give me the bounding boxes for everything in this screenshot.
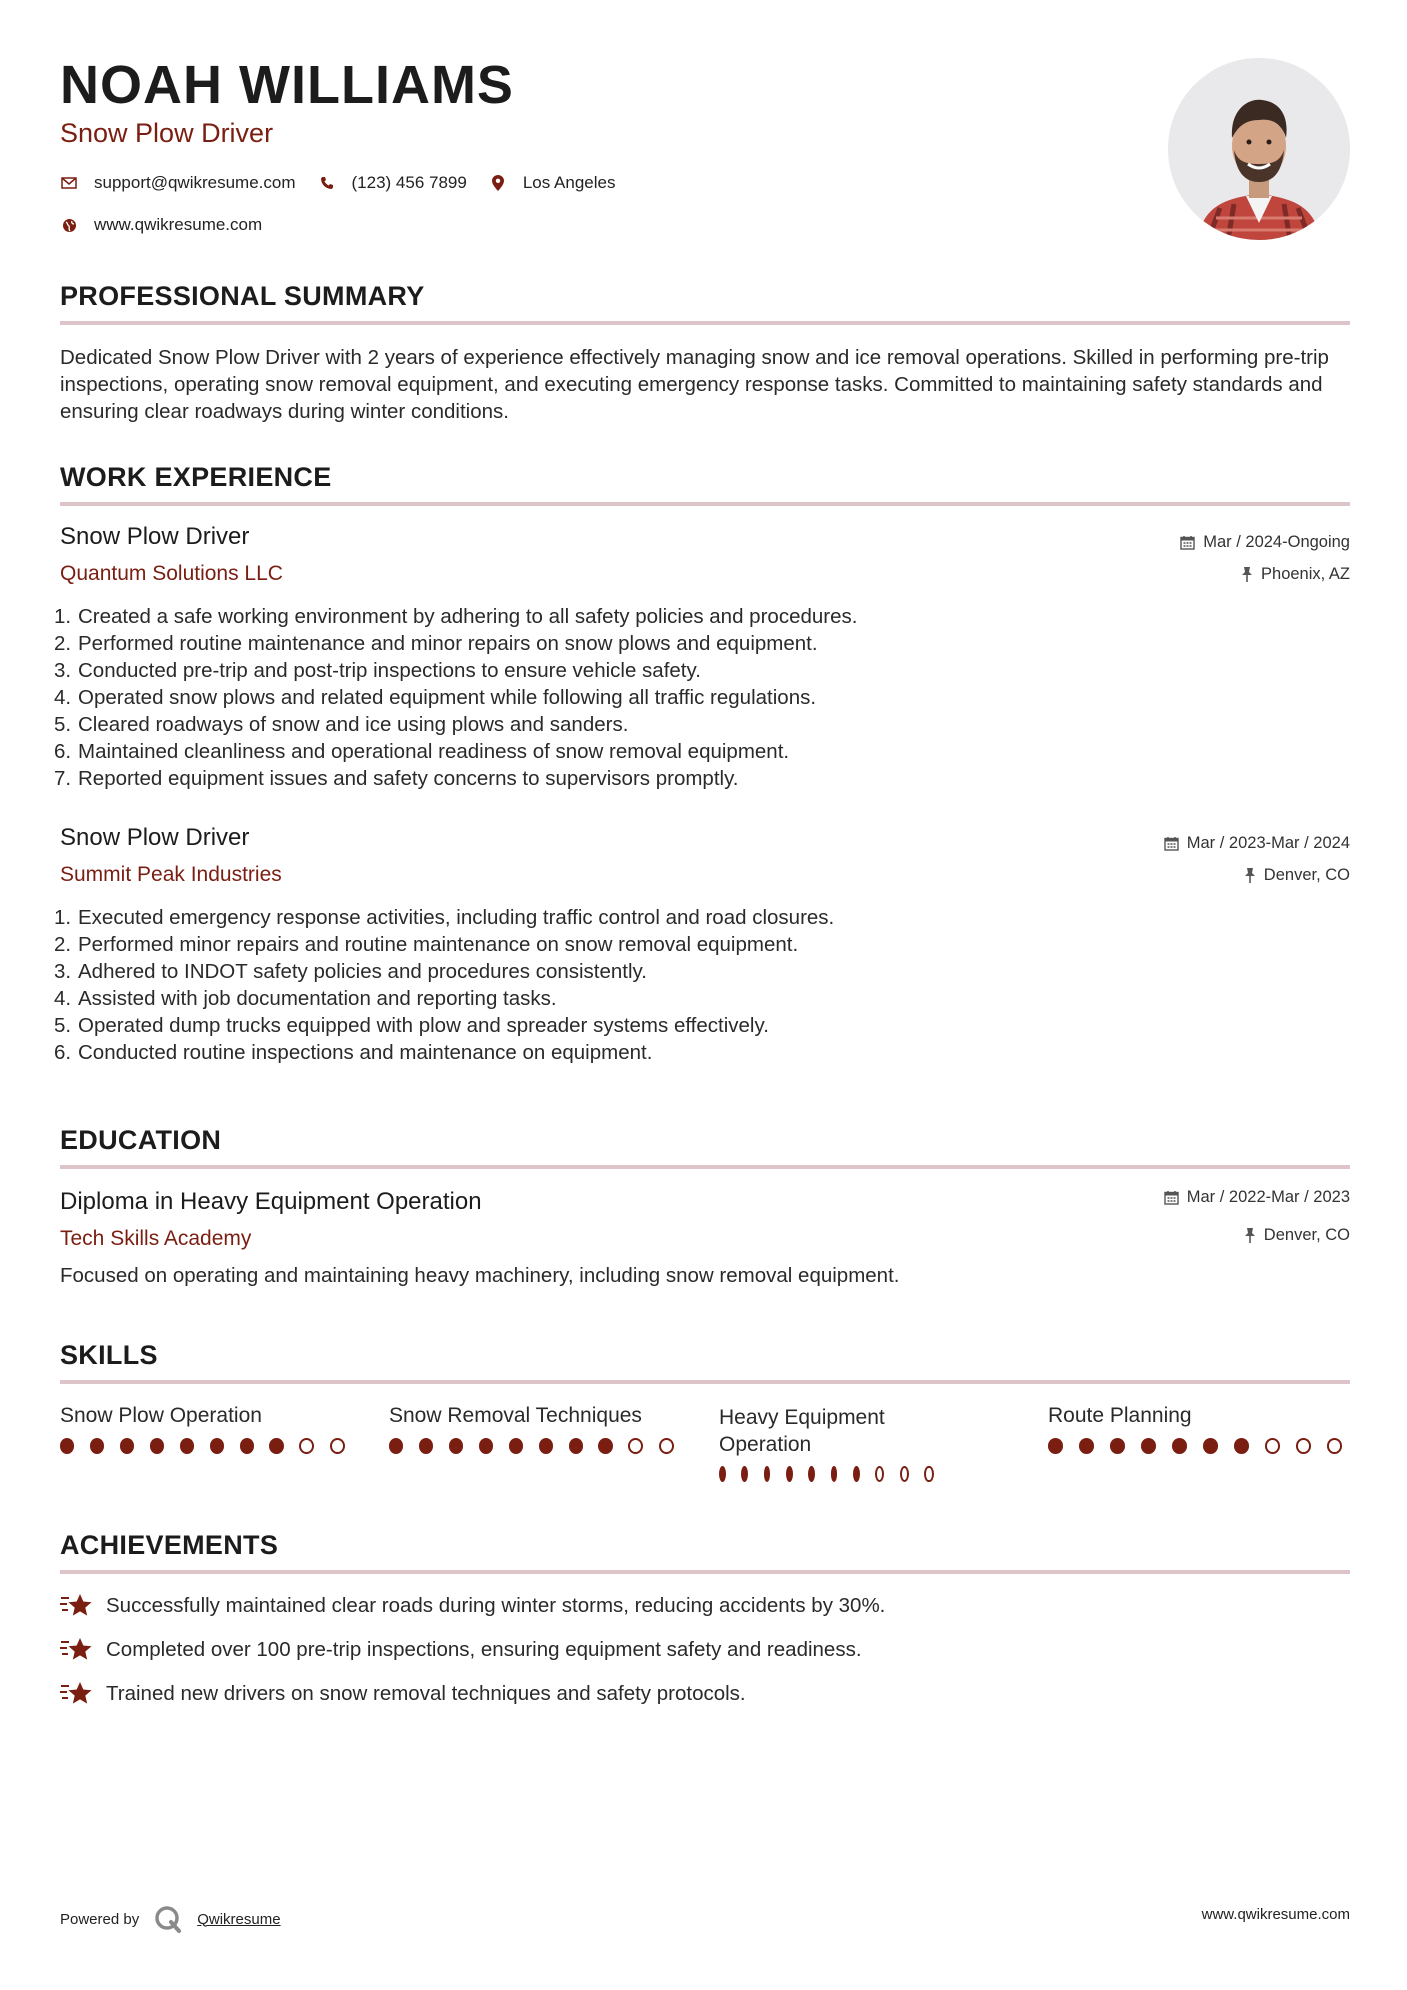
job-2-bullet-text: Assisted with job documentation and reporting tasks. — [78, 987, 557, 1010]
rating-dot-filled — [831, 1466, 838, 1482]
phone-icon — [318, 174, 336, 192]
rating-dot-empty — [299, 1438, 314, 1454]
job-2-bullet — [54, 985, 834, 1012]
skill-4-rating — [1048, 1438, 1358, 1454]
job-1-bullet-text: Created a safe working environment by adhering to all safety policies and procedures. — [78, 605, 858, 628]
skill-2-name: Snow Removal Techniques — [389, 1404, 642, 1427]
contact-phone[interactable]: (123) 456 7899 — [351, 173, 467, 192]
rating-dot-filled — [1234, 1438, 1249, 1454]
summary-heading: PROFESSIONAL SUMMARY — [60, 281, 425, 311]
job-1-bullet-text: Cleared roadways of snow and ice using plows and sanders. — [78, 713, 629, 736]
job-1-bullet-text: Reported equipment issues and safety concerns to supervisors promptly. — [78, 767, 739, 790]
achievement-3-text: Trained new drivers on snow removal techniques and safety protocols. — [106, 1682, 746, 1705]
job-2-bullet — [54, 958, 834, 985]
pushpin-icon — [1241, 567, 1253, 582]
job-2-company: Summit Peak Industries — [60, 863, 282, 886]
qwikresume-logo-icon — [153, 1904, 183, 1934]
contact-row-primary — [60, 173, 637, 193]
achievement-2-text: Completed over 100 pre-trip inspections, ensuring equipment safety and readiness. — [106, 1638, 862, 1661]
rating-dot-empty — [330, 1438, 345, 1454]
rating-dot-filled — [808, 1466, 815, 1482]
job-1-bullet-text: Operated snow plows and related equipment while following all traffic regulations. — [78, 686, 817, 709]
job-1-location — [1241, 565, 1350, 584]
rating-dot-filled — [509, 1438, 523, 1454]
rating-dot-filled — [786, 1466, 793, 1482]
achievement-1 — [60, 1592, 885, 1620]
job-1-bullet — [54, 630, 857, 657]
contact-row-secondary — [60, 215, 284, 235]
education-degree: Diploma in Heavy Equipment Operation — [60, 1188, 482, 1215]
job-2-bullet — [54, 1012, 834, 1039]
rating-dot-empty — [900, 1466, 909, 1482]
education-heading: EDUCATION — [60, 1125, 222, 1155]
rating-dot-filled — [1079, 1438, 1094, 1454]
job-2-bullet-number: 4. — [54, 987, 72, 1010]
job-1-bullet — [54, 684, 857, 711]
rating-dot-filled — [569, 1438, 583, 1454]
skills-divider — [60, 1380, 1350, 1384]
job-2-title: Snow Plow Driver — [60, 824, 250, 851]
rating-dot-filled — [539, 1438, 553, 1454]
rating-dot-empty — [875, 1466, 884, 1482]
contact-email[interactable]: support@qwikresume.com — [94, 173, 296, 192]
job-2-bullet — [54, 931, 834, 958]
job-1-bullet-number: 7. — [54, 767, 72, 790]
skill-1-rating — [60, 1438, 360, 1454]
skill-1-name: Snow Plow Operation — [60, 1404, 262, 1427]
skill-3-name: Heavy Equipment Operation — [719, 1406, 885, 1456]
rating-dot-filled — [240, 1438, 254, 1454]
education-location-text: Denver, CO — [1263, 1226, 1350, 1244]
rating-dot-filled — [598, 1438, 612, 1454]
rating-dot-empty — [1296, 1438, 1312, 1454]
job-2-bullet-text: Operated dump trucks equipped with plow and spreader systems effectively. — [78, 1014, 769, 1037]
job-1-bullet-number: 2. — [54, 632, 72, 655]
job-2-bullet-number: 5. — [54, 1014, 72, 1037]
rating-dot-filled — [853, 1466, 860, 1482]
candidate-role: Snow Plow Driver — [60, 118, 274, 148]
rating-dot-filled — [389, 1438, 403, 1454]
rating-dot-empty — [659, 1438, 674, 1454]
rating-dot-empty — [628, 1438, 643, 1454]
job-2-dates — [1164, 834, 1350, 853]
job-2-bullet-text: Conducted routine inspections and maintenance on equipment. — [78, 1041, 653, 1064]
rating-dot-filled — [449, 1438, 463, 1454]
skill-3-rating — [719, 1466, 949, 1482]
rating-dot-empty — [924, 1466, 933, 1482]
skill-4 — [1048, 1404, 1358, 1454]
achievement-2 — [60, 1636, 862, 1664]
education-dates — [1164, 1188, 1350, 1207]
rating-dot-filled — [269, 1438, 283, 1454]
job-1-company: Quantum Solutions LLC — [60, 562, 283, 585]
education-description: Focused on operating and maintaining heavy machinery, including snow removal equipment. — [60, 1264, 900, 1287]
rating-dot-empty — [1265, 1438, 1281, 1454]
skill-3 — [719, 1404, 949, 1482]
summary-text: Dedicated Snow Plow Driver with 2 years of experience effectively managing snow and ice removal operations. Skilled in performing pre-trip inspections, operating snow removal equipment, and executing emergency response tasks. Committed to maintaining safety standards and ensuring clear roadways during winter conditions. — [60, 346, 1329, 423]
rating-dot-filled — [150, 1438, 164, 1454]
job-2-bullet-number: 3. — [54, 960, 72, 983]
rating-dot-filled — [210, 1438, 224, 1454]
star-icon — [60, 1636, 94, 1664]
rating-dot-filled — [764, 1466, 771, 1482]
job-1-bullet-number: 4. — [54, 686, 72, 709]
envelope-icon — [60, 174, 78, 192]
job-1-bullet-text: Conducted pre-trip and post-trip inspections to ensure vehicle safety. — [78, 659, 701, 682]
job-1-bullets — [54, 603, 857, 792]
experience-heading: WORK EXPERIENCE — [60, 462, 332, 492]
job-1-dates — [1180, 533, 1350, 552]
job-1-bullet-number: 5. — [54, 713, 72, 736]
job-1-bullet — [54, 765, 857, 792]
education-dates-text: Mar / 2022-Mar / 2023 — [1186, 1188, 1350, 1206]
calendar-icon — [1164, 836, 1179, 851]
star-icon — [60, 1680, 94, 1708]
achievements-divider — [60, 1570, 1350, 1574]
footer-branding — [60, 1904, 281, 1934]
rating-dot-filled — [1172, 1438, 1187, 1454]
calendar-icon — [1180, 535, 1195, 550]
rating-dot-filled — [719, 1466, 726, 1482]
contact-website[interactable]: www.qwikresume.com — [94, 215, 263, 234]
job-1-bullet — [54, 657, 857, 684]
rating-dot-filled — [180, 1438, 194, 1454]
job-2-location-text: Denver, CO — [1263, 866, 1350, 884]
rating-dot-filled — [1110, 1438, 1125, 1454]
pushpin-icon — [1244, 868, 1256, 883]
experience-divider — [60, 502, 1350, 506]
skills-heading: SKILLS — [60, 1340, 158, 1370]
candidate-name: NOAH WILLIAMS — [60, 55, 514, 115]
rating-dot-filled — [1203, 1438, 1218, 1454]
achievement-3 — [60, 1680, 746, 1708]
job-1-location-text: Phoenix, AZ — [1261, 565, 1350, 583]
job-1-bullet — [54, 603, 857, 630]
pushpin-icon — [1244, 1228, 1256, 1243]
rating-dot-filled — [479, 1438, 493, 1454]
job-2-bullet-text: Performed minor repairs and routine maintenance on snow removal equipment. — [78, 933, 799, 956]
rating-dot-filled — [1141, 1438, 1156, 1454]
job-1-bullet-number: 1. — [54, 605, 72, 628]
job-2-bullet — [54, 904, 834, 931]
skill-4-name: Route Planning — [1048, 1404, 1192, 1427]
job-2-bullet — [54, 1039, 834, 1066]
job-1-bullet-number: 3. — [54, 659, 72, 682]
job-2-dates-text: Mar / 2023-Mar / 2024 — [1186, 834, 1350, 852]
footer-brand-link[interactable]: Qwikresume — [197, 1910, 281, 1928]
rating-dot-filled — [90, 1438, 104, 1454]
rating-dot-filled — [741, 1466, 748, 1482]
skill-2-rating — [389, 1438, 689, 1454]
job-1-bullet — [54, 711, 857, 738]
job-2-bullet-text: Executed emergency response activities, including traffic control and road closures. — [78, 906, 835, 929]
education-divider — [60, 1165, 1350, 1169]
achievement-1-text: Successfully maintained clear roads during winter storms, reducing accidents by 30%. — [106, 1594, 886, 1617]
job-1-bullet — [54, 738, 857, 765]
job-2-bullet-number: 2. — [54, 933, 72, 956]
summary-divider — [60, 321, 1350, 325]
location-pin-icon — [489, 174, 507, 192]
star-icon — [60, 1592, 94, 1620]
job-1-bullet-number: 6. — [54, 740, 72, 763]
globe-icon — [60, 216, 78, 234]
job-2-bullet-number: 1. — [54, 906, 72, 929]
job-2-bullets — [54, 904, 834, 1066]
skill-2 — [389, 1404, 689, 1454]
education-school: Tech Skills Academy — [60, 1227, 252, 1250]
rating-dot-filled — [1048, 1438, 1063, 1454]
contact-location: Los Angeles — [522, 173, 616, 192]
job-2-bullet-number: 6. — [54, 1041, 72, 1064]
rating-dot-filled — [60, 1438, 74, 1454]
footer-website[interactable]: www.qwikresume.com — [1201, 1906, 1350, 1923]
calendar-icon — [1164, 1190, 1179, 1205]
job-2-location — [1244, 866, 1350, 885]
footer-powered-by: Powered by — [60, 1910, 140, 1928]
job-1-dates-text: Mar / 2024-Ongoing — [1203, 533, 1350, 551]
achievements-heading: ACHIEVEMENTS — [60, 1530, 279, 1560]
education-location — [1244, 1226, 1350, 1245]
job-1-bullet-text: Maintained cleanliness and operational readiness of snow removal equipment. — [78, 740, 790, 763]
rating-dot-empty — [1327, 1438, 1343, 1454]
rating-dot-filled — [419, 1438, 433, 1454]
job-1-bullet-text: Performed routine maintenance and minor repairs on snow plows and equipment. — [78, 632, 818, 655]
job-1-title: Snow Plow Driver — [60, 523, 250, 550]
skill-1 — [60, 1404, 360, 1454]
job-2-bullet-text: Adhered to INDOT safety policies and procedures consistently. — [78, 960, 647, 983]
profile-photo — [1168, 58, 1350, 240]
rating-dot-filled — [120, 1438, 134, 1454]
